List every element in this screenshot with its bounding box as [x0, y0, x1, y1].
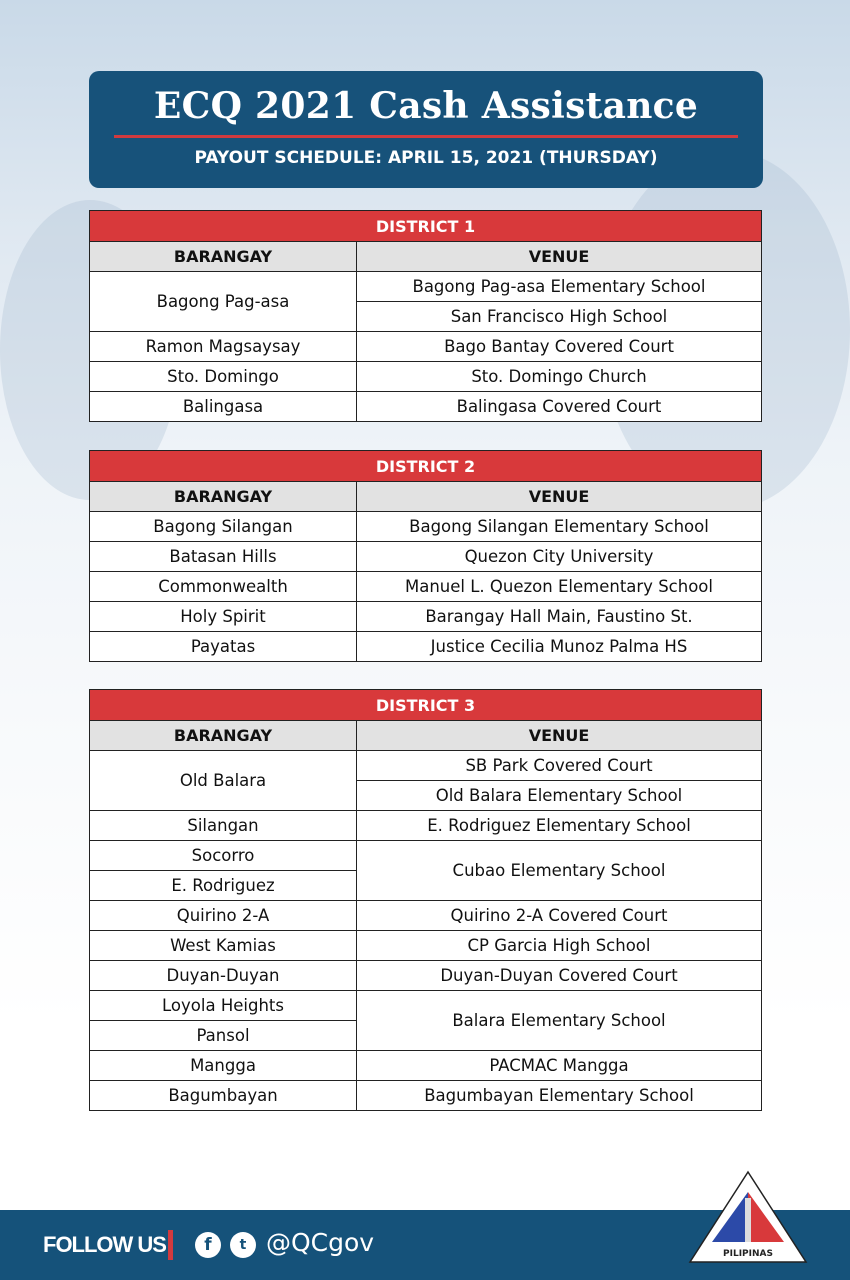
- district-heading: DISTRICT 2: [90, 451, 762, 482]
- social-handle[interactable]: @QCgov: [266, 1228, 375, 1257]
- barangay-cell: Bagong Silangan: [90, 512, 357, 542]
- barangay-cell: Holy Spirit: [90, 602, 357, 632]
- table-row: [90, 632, 762, 662]
- venue-cell: San Francisco High School: [357, 302, 762, 332]
- venue-cell: Old Balara Elementary School: [357, 781, 762, 811]
- barangay-cell: Ramon Magsaysay: [90, 332, 357, 362]
- table-row: [90, 542, 762, 572]
- venue-cell: Bagong Pag-asa Elementary School: [357, 272, 762, 302]
- district-heading: DISTRICT 3: [90, 690, 762, 721]
- barangay-cell: Duyan-Duyan: [90, 961, 357, 991]
- barangay-cell: Quirino 2-A: [90, 901, 357, 931]
- venue-cell: Sto. Domingo Church: [357, 362, 762, 392]
- footer-divider: [168, 1230, 173, 1260]
- title-banner: [89, 71, 763, 188]
- barangay-cell: E. Rodriguez: [90, 871, 357, 901]
- quezon-city-seal-logo: [688, 1170, 808, 1265]
- barangay-cell: Socorro: [90, 841, 357, 871]
- table-row: [90, 931, 762, 961]
- venue-cell: Barangay Hall Main, Faustino St.: [357, 602, 762, 632]
- barangay-cell: West Kamias: [90, 931, 357, 961]
- barangay-cell: Pansol: [90, 1021, 357, 1051]
- table-row: [90, 332, 762, 362]
- table-row: [90, 1051, 762, 1081]
- barangay-cell: Old Balara: [90, 751, 357, 811]
- venue-cell: SB Park Covered Court: [357, 751, 762, 781]
- venue-cell: CP Garcia High School: [357, 931, 762, 961]
- district-heading: DISTRICT 1: [90, 211, 762, 242]
- barangay-cell: Bagong Pag-asa: [90, 272, 357, 332]
- venue-cell: Balingasa Covered Court: [357, 392, 762, 422]
- page-subtitle: PAYOUT SCHEDULE: APRIL 15, 2021 (THURSDAY): [194, 148, 658, 168]
- table-row: [90, 991, 762, 1021]
- table-row: [90, 272, 762, 302]
- barangay-cell: Mangga: [90, 1051, 357, 1081]
- venue-cell: Bago Bantay Covered Court: [357, 332, 762, 362]
- venue-cell: Justice Cecilia Munoz Palma HS: [357, 632, 762, 662]
- column-header-venue: VENUE: [357, 482, 762, 512]
- venue-cell: Bagong Silangan Elementary School: [357, 512, 762, 542]
- table-row: [90, 841, 762, 871]
- table-row: [90, 512, 762, 542]
- page-title: ECQ 2021 Cash Assistance: [153, 85, 699, 127]
- barangay-cell: Commonwealth: [90, 572, 357, 602]
- table-row: [90, 751, 762, 781]
- barangay-cell: Silangan: [90, 811, 357, 841]
- column-header-barangay: BARANGAY: [90, 482, 357, 512]
- twitter-icon[interactable]: t: [230, 1232, 256, 1258]
- venue-cell: Cubao Elementary School: [357, 841, 762, 901]
- table-row: [90, 602, 762, 632]
- table-row: [90, 901, 762, 931]
- facebook-icon[interactable]: f: [195, 1232, 221, 1258]
- venue-cell: Manuel L. Quezon Elementary School: [357, 572, 762, 602]
- column-header-barangay: BARANGAY: [90, 721, 357, 751]
- district-table: [89, 450, 762, 662]
- table-row: [90, 572, 762, 602]
- district-table: [89, 689, 762, 1111]
- barangay-cell: Sto. Domingo: [90, 362, 357, 392]
- venue-cell: Quezon City University: [357, 542, 762, 572]
- barangay-cell: Payatas: [90, 632, 357, 662]
- barangay-cell: Balingasa: [90, 392, 357, 422]
- venue-cell: Bagumbayan Elementary School: [357, 1081, 762, 1111]
- title-divider: [114, 135, 738, 138]
- table-row: [90, 362, 762, 392]
- follow-us-label: FOLLOW US: [43, 1232, 166, 1257]
- svg-text:PILIPINAS: PILIPINAS: [723, 1249, 773, 1259]
- venue-cell: Duyan-Duyan Covered Court: [357, 961, 762, 991]
- venue-cell: PACMAC Mangga: [357, 1051, 762, 1081]
- venue-cell: Balara Elementary School: [357, 991, 762, 1051]
- venue-cell: E. Rodriguez Elementary School: [357, 811, 762, 841]
- barangay-cell: Loyola Heights: [90, 991, 357, 1021]
- table-row: [90, 392, 762, 422]
- table-row: [90, 1081, 762, 1111]
- column-header-venue: VENUE: [357, 721, 762, 751]
- table-row: [90, 811, 762, 841]
- barangay-cell: Batasan Hills: [90, 542, 357, 572]
- venue-cell: Quirino 2-A Covered Court: [357, 901, 762, 931]
- column-header-venue: VENUE: [357, 242, 762, 272]
- district-table: [89, 210, 762, 422]
- barangay-cell: Bagumbayan: [90, 1081, 357, 1111]
- table-row: [90, 961, 762, 991]
- column-header-barangay: BARANGAY: [90, 242, 357, 272]
